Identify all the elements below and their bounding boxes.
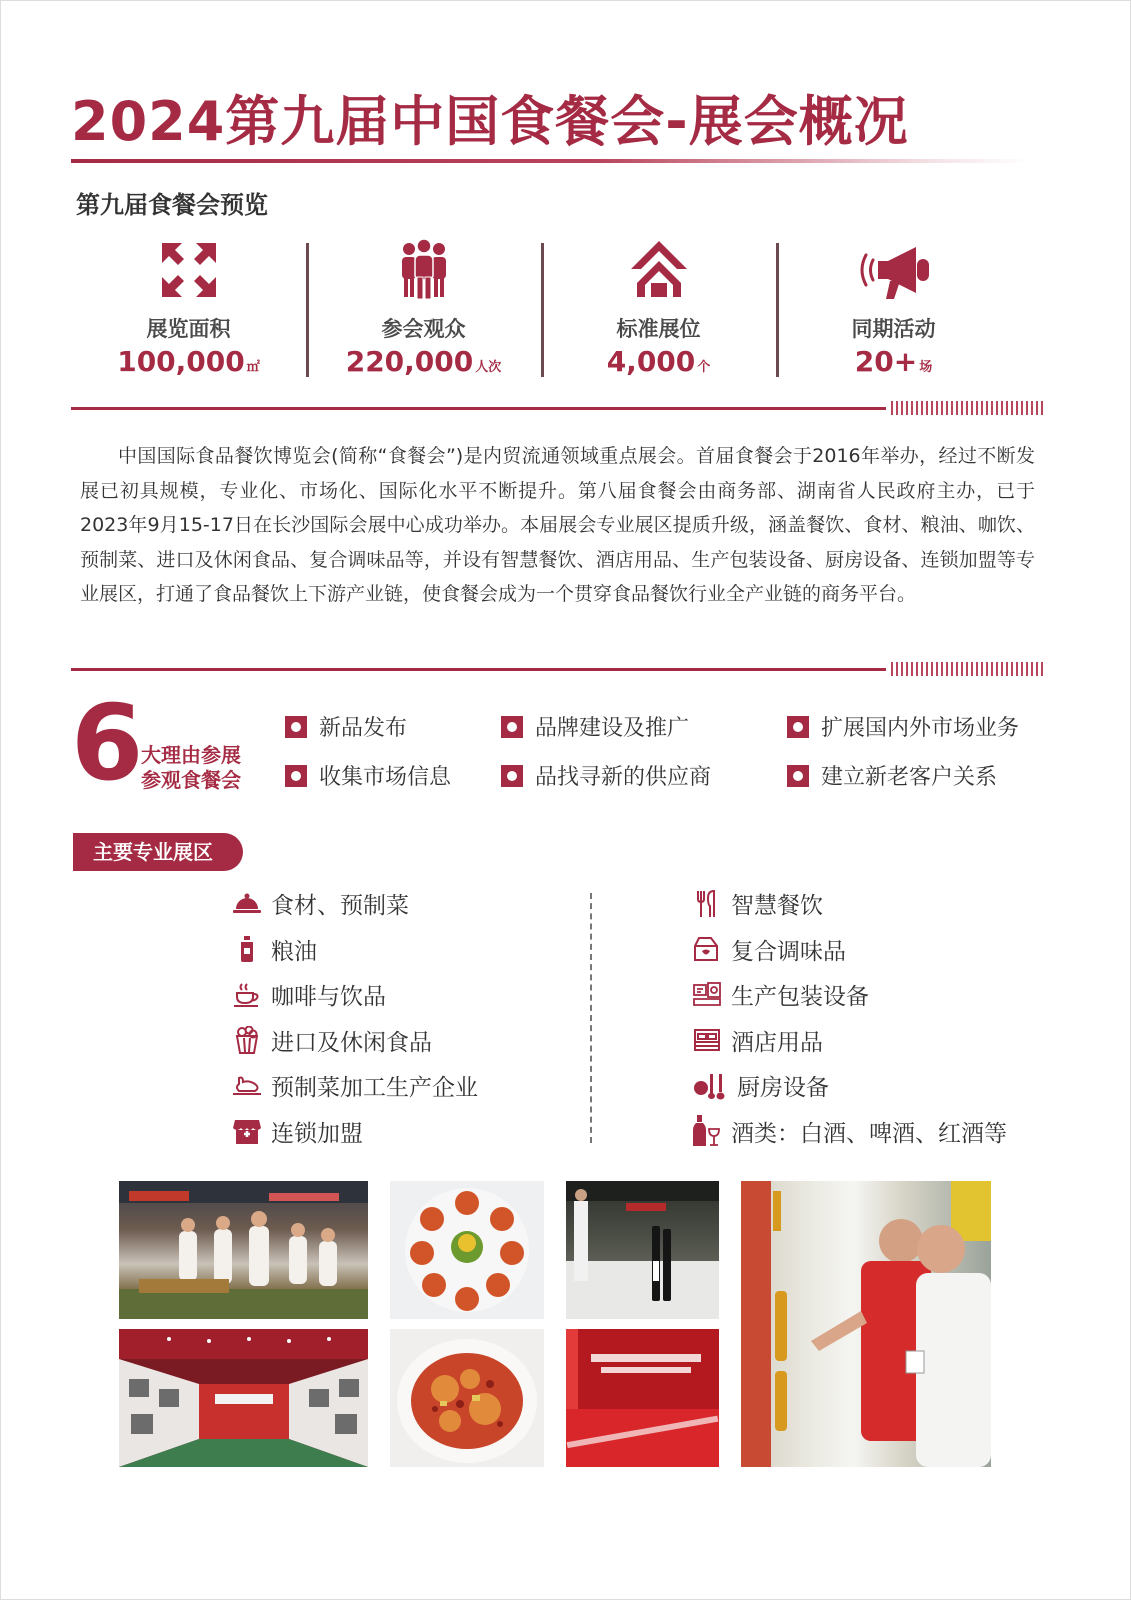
title-underline [71,159,1031,163]
cloche-icon [233,890,261,918]
stat-attendees [306,237,541,379]
zone-item: 粮油 [233,927,478,973]
zone-item: 进口及休闲食品 [233,1018,478,1064]
stat-booths [541,237,776,379]
stat-label: 参会观众 [381,317,466,341]
stat-exhibition-area [71,237,306,379]
stat-value: 4,000 个 [606,345,711,378]
section-subtitle: 第九届食餐会预览 [76,191,268,219]
divider-hatch [891,401,1043,415]
wine-bottle-icon [693,1117,721,1145]
zone-item: 酒类：白酒、啤酒、红酒等 [693,1109,1007,1155]
reasons-list [285,701,1045,801]
reason-item: 扩展国内外市场业务 [787,711,1019,742]
section-divider [71,401,1041,417]
zone-item: 预制菜加工生产企业 [233,1063,478,1109]
zones-heading: 主要专业展区 [73,833,243,871]
people-group-icon [306,237,541,299]
reason-item: 新品发布 [285,711,407,742]
stat-value: 100,000 ㎡ [117,345,260,378]
zones-divider [590,893,592,1143]
zones-right-column [693,881,1007,1154]
divider-hatch [891,662,1043,676]
reason-item: 品找寻新的供应商 [501,760,711,791]
megaphone-icon [776,237,1011,299]
photo-product-inspection [741,1181,991,1467]
stats-row [71,237,1011,379]
stat-label: 同期活动 [851,317,936,341]
roast-chicken-icon [233,1072,261,1100]
reason-item: 建立新老客户关系 [787,760,997,791]
zone-item: 食材、预制菜 [233,881,478,927]
photo-spicy-crab [390,1329,544,1467]
seasoning-jar-icon [693,935,721,963]
coffee-cup-icon [233,981,261,1009]
stat-value: 20+ 场 [854,345,933,378]
section-divider [71,662,1041,678]
bullet-icon [787,765,809,787]
hotel-bed-icon [693,1026,721,1054]
packaging-machine-icon [693,981,721,1009]
kitchen-utensils-icon [693,1072,727,1100]
reason-item: 品牌建设及推广 [501,711,689,742]
page-title: 2024第九届中国食餐会-展会概况 [71,90,909,153]
zone-item: 智慧餐饮 [693,881,1007,927]
zone-item: 复合调味品 [693,927,1007,973]
expand-arrows-icon [71,237,306,299]
zone-item: 厨房设备 [693,1063,1007,1109]
bullet-icon [787,716,809,738]
photo-exhibition-hall [119,1329,368,1467]
oil-bottle-icon [233,935,261,963]
zone-item: 生产包装设备 [693,972,1007,1018]
zones-left-column [233,881,478,1154]
popcorn-icon [233,1026,261,1054]
reason-item: 收集市场信息 [285,760,451,791]
photo-shrimp-platter [390,1181,544,1319]
stat-label: 展览面积 [146,317,231,341]
photo-wine-tasting [566,1181,719,1319]
reasons-title: 大理由参展 参观食餐会 [141,743,241,792]
bullet-icon [285,765,307,787]
intro-paragraph: 中国国际食品餐饮博览会(简称“食餐会”)是内贸流通领域重点展会。首届食餐会于2016年举办，经过不断发展已初具规模，专业化、市场化、国际化水平不断提升。第八届食餐会由商务部、湖南省人民政府主办，已于2023年9月15-17日在长沙国际会展中心成功举办。本届展会专业展区提质升级，涵盖餐饮、食材、粮油、咖饮、预制菜、进口及休闲食品、复合调味品等，并设有智慧餐饮、酒店用品、生产包装设备、厨房设备、连锁加盟等专业展区，打通了食品餐饮上下游产业链，使食餐会成为一个贯穿食品餐饮行业全产业链的商务平台。 [80,445,1035,605]
fork-knife-icon [693,890,721,918]
stat-events [776,237,1011,379]
photo-chefs-tasting [119,1181,368,1319]
divider-line [71,407,886,410]
bullet-icon [285,716,307,738]
zone-item: 连锁加盟 [233,1109,478,1155]
storefront-icon [233,1117,261,1145]
stat-label: 标准展位 [616,317,701,341]
reasons-number: 6 [71,682,144,804]
bullet-icon [501,716,523,738]
zone-item: 酒店用品 [693,1018,1007,1064]
photo-stage-event [566,1329,719,1467]
booth-house-icon [541,237,776,299]
bullet-icon [501,765,523,787]
divider-line [71,668,886,671]
zone-item: 咖啡与饮品 [233,972,478,1018]
stat-value: 220,000 人次 [345,345,502,378]
